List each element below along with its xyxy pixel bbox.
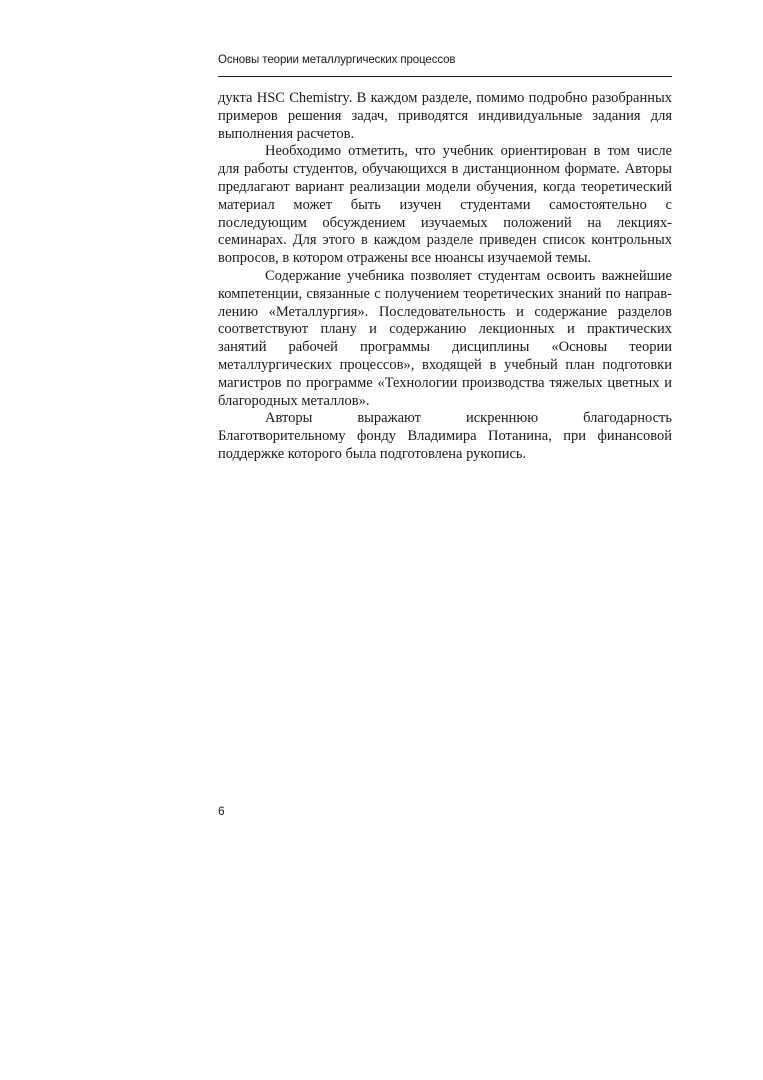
paragraph-acknowledgement: Авторы выражают искреннюю благодарность Благотворительному фонду Владимира Потанина, при финансовой поддержке которого была подготовлена рукопись.	[218, 410, 672, 462]
header-divider	[218, 76, 672, 77]
page-body	[218, 90, 672, 464]
paragraph-competencies: Содержание учебника позволяет студентам освоить важнейшие компетенции, связанные с получением теоретических знаний по направлению «Металлургия». Последовательность и содержание разделов соответствуют плану и содержанию лекционных и практических занятий рабочей программы дисциплины «Основы теории металлургических процессов», входящей в учебный план подготовки магистров по программе «Технологии производства тяжелых цветных и благородных металлов».	[218, 267, 672, 409]
paragraph-continuation: дукта HSC Chemistry. В каждом разделе, помимо подробно разобранных примеров решения задач, приводятся индивидуальные задания для выполнения расчетов.	[218, 90, 672, 142]
paragraph-distance-learning: Необходимо отметить, что учебник ориентирован в том числе для работы студентов, обучающихся в дистанционном формате. Авторы предлагают вариант реализации модели обучения, когда теоретический материал может быть изучен студентами самостоятельно с последующим обсуждением изучаемых положений на лекциях-семинарах. Для этого в каждом разделе приведен список контрольных вопросов, в котором отражены все нюансы изучаемой темы.	[218, 143, 672, 267]
page-number: 6	[218, 804, 225, 818]
running-header: Основы теории металлургических процессов	[218, 54, 456, 66]
